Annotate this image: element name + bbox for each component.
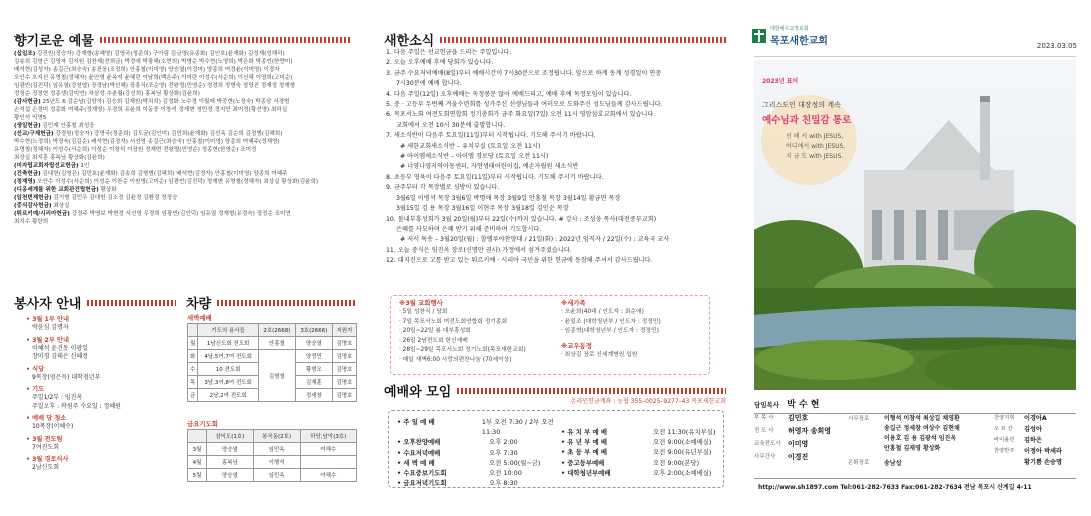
column-news: [366, 0, 726, 516]
staff-name: 김하은: [1024, 437, 1042, 444]
news-item: 5. 중 · 고등부 두번째 겨울수련회를 성가주신 선생님들과 여러모로 도와주신 성도님들께 감사드립니다.: [386, 101, 663, 109]
group-cell: 3남,3여,8여 전도회: [198, 376, 259, 389]
worship-name: • 초 등 부 예 배: [561, 448, 608, 457]
offering-line: 김송희 김영근 김영자 김지원 김찬제(전희금) 박경애 박광해(소현희) 박병순 박수현(노영희) 박은화 박종언(한향미): [14, 59, 293, 65]
offerings-list: [14, 50, 354, 226]
offering-names: 1인: [78, 163, 90, 169]
staff-role: 찬양지휘: [994, 415, 1015, 421]
offering-line: [14, 202, 354, 210]
worship-time: 오전 5:00(월~금): [489, 458, 541, 467]
motto-line1: 그리스도인 대장정의 계속: [762, 101, 841, 109]
offering-line: 임광빈(김진덕) 임유열(강천엽) 장경남(박선혜) 장흥식(조순영) 전왕렬(민영순) 정경희 정명숙 정영진 정재정 정재형: [14, 83, 295, 89]
event-item: · 28일~29일 목포서노회 정기노회(목포새한교회): [399, 347, 526, 353]
offering-names: 오안수 이성수(서순희) 이성순 이찬순 이원명(고미순) 임광빈(김진덕) 정재변 유명철(정혜자) 최상실 황상화(김윤희): [35, 179, 319, 185]
news-item: 7. 새소식반이 다음주 토요일(11일)부터 시작됩니다. 기도해 주시기 바랍니다.: [386, 132, 596, 140]
offering-line: [14, 194, 354, 202]
driver-cell: 이행석: [253, 456, 300, 469]
elder-line: 이용호 김 용 김광석 임진옥: [884, 435, 957, 442]
offering-names: 김기형 김민우 김대헌 김소정 김윤정 김환정 정정승: [51, 195, 178, 201]
offering-line: 유명철(정혜자) 이성수(서순희) 이성순 이창석 이장원 정재변 전왕렬(민영순) 정종현(한영순) 조미정: [14, 147, 257, 153]
news-item: 11. 오늘 중식은 임진옥 장로(신명만 권사) 가정에서 섬겨주셨습니다.: [386, 246, 572, 254]
volunteer-label: • 3월 1부 안내: [26, 316, 69, 323]
staff-name: 김민호: [788, 414, 809, 422]
news-item: # 너영나영지역아동센터, 자연생태어린이집, 예손자립원 새소식반: [400, 163, 579, 171]
news-item: 8. 초등부 영육이 다음주 토요일(11일)부터 시작됩니다. 기도해 주시기 바랍니다.: [386, 173, 604, 181]
table-row: [188, 350, 357, 363]
offering-category: (감사헌금): [14, 99, 41, 105]
events-box: [390, 295, 710, 375]
worship-time: 오후 7:30: [489, 448, 518, 457]
offering-line: [14, 98, 354, 106]
offering-names: 김민재 안홍철 최성웅: [40, 123, 95, 129]
motto-year: 2023년 표어: [762, 78, 799, 85]
staff-name: 이정아 박세라: [1024, 448, 1063, 455]
heading-rule: [87, 300, 176, 306]
volunteer-label: • 식당: [26, 365, 45, 373]
staff-role: [994, 458, 1024, 467]
events-title: ※3월 교회행사: [399, 299, 443, 307]
driver-cell: 임민옥: [253, 469, 300, 482]
news-item: 4. 다음 주일(12일) 오후예배는 독정봉문 않아 예배드리고, 예배 후에 독정모임이 있습니다.: [386, 90, 632, 98]
table-header: 3호(2666): [295, 324, 332, 337]
worship-time: 오후 8:30: [489, 479, 518, 488]
worship-row: [397, 437, 567, 447]
worship-row: [561, 447, 721, 457]
month-cell: 3월: [188, 443, 207, 456]
driver-cell: 여해수: [300, 469, 357, 482]
offering-category: (십일조): [14, 51, 36, 57]
news-item: 3월15일 김 용 목장 3월16일 이현주 목장 3월18일 김인순 목장: [396, 205, 569, 213]
worship-time: 오후 2:00: [489, 438, 518, 447]
newcomer-item: · 윤일조 (대학청년부 / 인도자 : 정정민): [561, 318, 661, 325]
group-cell: 4남,5여,7여 전도회: [198, 350, 259, 363]
news-item: 3월6일 이병석 목장 3월6일 박명애 목장 3월9일 안홍철 목장 3월14일 황금면 목장: [396, 194, 621, 202]
staff-role: 오 르 간: [994, 426, 1013, 432]
motto-english-line: 어디에서 with JESUS,: [786, 143, 846, 150]
pastor-name: 박 수 현: [787, 400, 820, 410]
helper-cell: 김명호: [332, 350, 356, 363]
table-header: 삼익도(1호): [206, 430, 253, 443]
heading-rule: [100, 37, 350, 43]
news-item: 6. 목포서노회 여전도회연합회 정기총회가 금주 화요일(7일) 오전 11시 영암삼호교회에서 있습니다.: [386, 111, 656, 119]
offering-line: [14, 170, 354, 178]
volunteer-names: 7여진도회: [32, 443, 60, 451]
worship-row: [397, 417, 567, 437]
staff-role: 찬양반주: [994, 448, 1015, 454]
volunteer-item: [26, 336, 176, 362]
table-header: 기도의 용사들: [198, 324, 259, 337]
staff-elders: [848, 414, 978, 467]
event-item: · 26일 2남전도회 헌신예배: [399, 337, 468, 344]
day-cell: 목: [188, 376, 198, 389]
offering-category: (디옹세계를 위한 교회관건립헌금): [14, 187, 99, 193]
offering-category: (일천번제헌금): [14, 195, 52, 201]
newcomer-item: · 오윤희(40대 / 인도자 : 최순애): [561, 309, 644, 315]
news-item: # 저서 특송 – 3월20일(월) : 할렐루야찬양대 / 21일(화) : 2022년 임직자 / 22일(수) : 교육국 교사: [400, 236, 670, 244]
offerings-title: 향기로운 예물: [14, 34, 94, 49]
volunteer-item: [26, 455, 176, 473]
table-header: 봉곡동(2호): [253, 430, 300, 443]
worship-time: 오전 10:00: [489, 469, 522, 478]
denomination-label: 대한예수교장로회: [770, 26, 809, 32]
offering-line: 최지수 황란희: [14, 219, 49, 225]
news-item: # 아이엠새소식반 – 아이엠 경로당 (토요일 오전 11시): [400, 153, 549, 161]
emeritus-name: 송남섭: [884, 460, 902, 467]
column-offerings: [0, 0, 360, 516]
staff-row: [994, 458, 1084, 467]
driver-cell: 양승열: [295, 337, 332, 350]
driver-cell: 여해수: [300, 443, 357, 456]
worship-left: [397, 417, 567, 488]
volunteer-label: • 기도: [26, 386, 45, 393]
driver-cell: 김형철: [258, 350, 295, 402]
worship-name: • 주 일 예 배: [397, 418, 435, 426]
cross-icon: [752, 29, 766, 43]
church-logo: [752, 25, 828, 47]
news-item: 2. 오늘 오후예배 후에 당회가 있습니다.: [386, 59, 494, 67]
worship-row: [561, 437, 721, 447]
driver-cell: [300, 456, 357, 469]
bulletin-date: 2023.03.05: [1036, 42, 1077, 50]
offering-category: (미자립교회자립선교헌금): [14, 163, 79, 169]
heading-rule: [217, 300, 356, 306]
helper-cell: 김명호: [332, 337, 356, 350]
volunteer-names: 이혜석 윤건동 이광일: [32, 344, 88, 352]
offering-category: (튀르키예/시리아헌금): [14, 211, 70, 217]
elder-line: 안홍철 김재영 황상화: [884, 445, 941, 452]
volunteer-names: 장미경 김태은 신혜정: [32, 353, 88, 360]
worship-name: • 오후찬양예배: [397, 438, 441, 447]
motto-english-line: 선 해 서 with JESUS,: [786, 133, 844, 140]
worship-row: [397, 468, 567, 478]
staff-role: 바이올린: [994, 437, 1015, 443]
driver-cell: 정세창: [295, 389, 332, 402]
divider: [754, 56, 1076, 57]
offering-line: [14, 178, 354, 186]
offering-category: (선교/구제헌금): [14, 131, 54, 137]
worship-title: 예배와 모임: [384, 385, 452, 400]
month-cell: 5월: [188, 469, 207, 482]
group-cell: 1남신도회 전도회: [198, 337, 259, 350]
worship-name: • 대학청년부예배: [561, 468, 611, 477]
day-cell: 월: [188, 337, 198, 350]
offering-line: 황인석 익명5: [14, 115, 47, 121]
friday-prayer-label: 금요기도회: [187, 420, 218, 428]
worship-name: • 수요중보기도회: [397, 469, 447, 478]
table-header: 하당,남악(3호): [300, 430, 357, 443]
news-item: 9. 금주부터 각 목장별로 심방이 있습니다.: [386, 184, 500, 192]
newcomer-item: · 임종혁(대학청년부 / 인도자 : 정정민): [561, 328, 659, 334]
offering-line: [14, 130, 354, 138]
helper-cell: 김명호: [332, 389, 356, 402]
worship-box: [388, 410, 724, 488]
staff-row: [994, 436, 1084, 445]
staff-row: [994, 447, 1084, 456]
online-account: 온라인헌금계좌 : 농협 355–0025–9277–43 목포새한교회: [570, 398, 726, 405]
pastor-label: 담임목사: [754, 401, 780, 409]
helper-cell: 김명호: [332, 363, 356, 376]
offering-names: 강경원(정승자) 강명국(정준희) 김도균(김인미) 김민희(윤재화) 김선옥 김순희 김정범(김혜희): [53, 131, 283, 137]
offering-category: (건축헌금): [14, 171, 41, 177]
worship-time: 오전 9:00(본당): [653, 458, 700, 467]
offering-line: [14, 162, 354, 170]
offering-line: [14, 210, 354, 218]
worship-row: [561, 458, 721, 468]
offering-names: 25년도 6 감순남(김양자) 김승희 김재원(박치치) 김정화 노수경 이월레 박중현(노정숙) 박종삼 서경범: [40, 99, 290, 105]
volunteer-heading: [14, 293, 176, 312]
offering-line: [14, 122, 354, 130]
staff-role: 부 목 사: [754, 415, 774, 421]
offering-names: 최상실: [51, 203, 70, 209]
offering-names: 황상화: [98, 187, 117, 193]
staff-name: 이경진: [788, 453, 809, 461]
driver-cell: 김재훈: [295, 376, 332, 389]
volunteer-label: • 3월 전도팀: [26, 435, 63, 443]
worship-right: [561, 427, 721, 478]
vehicle-title: 차량: [186, 297, 212, 312]
day-cell: 화: [188, 350, 198, 363]
newcomers-list: [561, 308, 709, 337]
dawn-service-label: 새벽예배: [187, 314, 212, 322]
offering-line: [14, 186, 354, 194]
emeritus-role: 은퇴장로: [848, 460, 870, 466]
worship-time: 오전 11:30(유치부실): [653, 428, 716, 436]
staff-role: 전 도 사: [754, 428, 774, 434]
heading-rule: [457, 388, 726, 394]
volunteer-names: 주일1/2부 : 임진옥: [32, 394, 83, 401]
volunteer-item: [26, 385, 176, 411]
volunteer-item: [26, 365, 176, 383]
table-header: 지원자: [332, 324, 356, 337]
helper-cell: 김명호: [332, 376, 356, 389]
worship-name: • 유 치 부 예 배: [561, 428, 608, 436]
staff-name: 이미영: [788, 440, 809, 448]
news-item: 12. 대지진으로 고통 받고 있는 튀르키예 · 시리아 국민을 위한 헌금에 동참해 주셔서 감사드립니다.: [386, 257, 653, 265]
offering-category: (중식감사헌금): [14, 203, 52, 209]
news-title: 새한소식: [384, 34, 435, 49]
table-row: [188, 456, 357, 469]
column-cover: [740, 0, 1091, 516]
motto-english: [786, 132, 845, 162]
elder-line: 이형석 이창석 최상길 채영환: [884, 415, 960, 422]
group-cell: 2남,2여 전도회: [198, 389, 259, 402]
volunteer-names: 박윤심 김명자: [32, 324, 69, 331]
staff-name: 황기쁨 손승명: [1024, 459, 1063, 466]
friday-vehicle-table: [187, 429, 357, 482]
volunteer-label: • 예배 당 청소: [26, 415, 67, 422]
volunteer-item: [26, 435, 176, 453]
staff-right: [994, 414, 1084, 469]
driver-cell: 양승열: [206, 469, 253, 482]
member-news-list: [561, 351, 709, 361]
news-item: # 새한교회새소식반 – 유치부실 (토요일 오전 11시): [400, 142, 541, 150]
event-item: · 5일 성찬식 / 당회: [399, 309, 448, 315]
newcomers-title: ※새가족: [561, 299, 586, 307]
driver-cell: 양승열: [206, 443, 253, 456]
volunteer-names: 10목장(이혜수): [32, 423, 74, 430]
events-list: [399, 308, 559, 365]
offering-line: 최상실 최지훈 홍복님 황상화(김윤희): [14, 155, 105, 161]
volunteer-item: [26, 414, 176, 432]
worship-time: 오전 9:00(소예배실): [653, 438, 712, 447]
offering-line: 배석현(김성자) 송길근(최승숙) 송진웅(조정희) 안홍철(이미영) 양승열(이정미) 양종희 여경윤(이미영) 이경자: [14, 67, 280, 73]
worship-name: • 수요저녁예배: [397, 448, 441, 457]
staff-row: [994, 425, 1084, 434]
staff-name: 허영자 송희영: [788, 427, 832, 435]
news-item: 은혜를 사모하며 은혜 받기 위해 준비하며 기도합시다.: [396, 225, 542, 233]
worship-name: • 중고등부예배: [561, 458, 605, 467]
news-item: 3. 금주 수요저녁예배(8일)부터 예배시간이 7시30분으로 조정됩니다. 앞으로 하계 동계 성경일이 연중: [386, 69, 662, 77]
table-header: [188, 430, 207, 443]
worship-time: 1부 오전 7:30 / 2부 오전 11:30: [481, 418, 554, 437]
staff-name: 김성아: [1024, 426, 1042, 433]
news-heading: [384, 30, 726, 49]
event-item: · 20일~22일 봄 대부흥성회: [399, 328, 471, 334]
elder-line: 송길근 정세창 여상수 김현채: [884, 425, 960, 432]
news-item: 10. 볼내부흥성회가 3월 20일(월)부터 22일(수)까지 있습니다. # 강사 : 조성웅 목사(대전중부교회): [386, 215, 657, 223]
offering-names: 강진원(정승자) 강재형(송혜영) 김영국(정준희) 구아림 김금영(유종화) 김인호(윤재화) 김성재(성해리): [35, 51, 285, 57]
worship-row: [561, 468, 721, 478]
staff-row: [994, 414, 1084, 423]
driver-cell: 홍복님: [206, 456, 253, 469]
news-list: [386, 48, 726, 267]
footer-contact: http://www.sh1897.com Tel:061-282-7633 Fax:061-282-7634 전남 목포시 산계길 4-11: [758, 484, 1032, 491]
elders-list: [884, 414, 960, 454]
worship-time: 오전 9:00(유년부실): [653, 448, 712, 457]
volunteer-names: 주일오후 : 곽원주 수요일 : 정혜원: [32, 402, 121, 410]
driver-cell: 양정민: [295, 350, 332, 363]
pastor-row: [754, 397, 1076, 414]
volunteer-label: • 3월 경로식사: [26, 456, 69, 463]
cover-photo: [754, 60, 1076, 390]
offering-line: 정청순 정정현 정종생(김미연) 차삼성 추춘월(강선희) 홍복님 황상화(김윤희): [14, 91, 200, 97]
motto-line2: 예수님과 친밀감 통로: [762, 115, 852, 126]
heading-rule: [440, 37, 726, 43]
driver-cell: 황형오: [295, 363, 332, 376]
worship-row: [397, 478, 567, 488]
dawn-vehicle-table: [187, 323, 357, 402]
table-row: [188, 337, 357, 350]
offering-names: 강정주 박영보 박현정 서선영 우경희 임광빈(김인덕) 임유열 정재형(유경숙) 정정순 조미연: [69, 211, 291, 217]
worship-name: • 유 년 부 예 배: [561, 438, 608, 447]
news-item: 교회에서 오전 10시 30분에 출발합니다.: [396, 121, 506, 129]
staff-name: 이경아A: [1024, 415, 1047, 422]
event-item: · 매일 새벽6:00 사랑의편찬나눔 (70세이상): [399, 356, 512, 363]
offering-category: (정재영): [14, 179, 36, 185]
day-cell: 금: [188, 389, 198, 402]
worship-row: [397, 458, 567, 468]
offering-line: 오안수 오지선 유명철(정혜자) 윤안영 윤옥석 윤혜린 이남희(백은주) 이미란 이성수(서순희) 이신혜 이영희(고미순): [14, 75, 293, 81]
staff-role: 교육전도사: [754, 441, 781, 447]
volunteer-names: 9목장(엄은득) 대학청년부: [32, 373, 101, 381]
worship-name: • 새 벽 예 배: [397, 458, 435, 467]
table-header: 2호(2668): [258, 324, 295, 337]
member-news-item: · 최상길 장로 신세계병원 입원: [561, 351, 638, 358]
elders-role: 시무장로: [848, 416, 870, 422]
motto-english-line: 지 금 도 with JESUS.: [786, 153, 844, 160]
volunteer-label: • 3월 2부 안내: [26, 336, 69, 344]
month-cell: 4월: [188, 456, 207, 469]
table-row: [188, 443, 357, 456]
volunteer-title: 봉사자 안내: [14, 297, 82, 312]
member-news-title: ※교우동정: [561, 341, 592, 350]
offering-line: [14, 50, 354, 58]
worship-name: • 금요저녁기도회: [397, 479, 447, 488]
offerings-heading: [14, 30, 350, 49]
driver-cell: 임민옥: [253, 443, 300, 456]
driver-cell: 안홍철: [258, 337, 295, 350]
staff-role: 사무간사: [754, 454, 776, 460]
news-item: 7시30분에 예배 합니다.: [396, 80, 462, 88]
church-name: 목포새한교회: [770, 36, 828, 47]
offering-category: (생일헌금): [14, 123, 41, 129]
worship-time: 오후 2:00(소예배실): [653, 468, 712, 477]
news-item: 1. 다음 주일은 선교헌금을 드리는 주일입니다.: [386, 49, 512, 56]
volunteer-item: [26, 315, 176, 333]
offering-names: 김대헌(김영은) 김민호(윤재화) 김송희 김형범(김혜희) 배석현(김정자) 안홍철(이미영) 양종희 여혜주: [40, 171, 288, 177]
offering-line: 손석섭 손정미 정종화 여혜주(정재영) 우경희 유윤희 이동중 이창석 정재변 정민정 정지민 최미정(황선영) 최하실: [14, 107, 288, 113]
event-item: · 7일 목포서노회 여전도회연합회 정기총회: [399, 318, 508, 325]
group-cell: 10 전도회: [198, 363, 259, 376]
worship-row: [397, 448, 567, 458]
day-cell: 수: [188, 363, 198, 376]
volunteer-list: [26, 315, 176, 476]
divider: [754, 478, 1076, 479]
worship-row: [561, 427, 721, 437]
offering-line: 박수현(노정희) 박정욱(김길순) 배석현(김정자) 서선영 송길근(최승숙) 안홍철(이미영) 양종희 여혜주(정재영): [14, 139, 280, 145]
vehicle-heading: [186, 293, 356, 312]
table-row: [188, 469, 357, 482]
table-header: [188, 324, 198, 337]
volunteer-names: 2남신도회: [32, 464, 60, 471]
